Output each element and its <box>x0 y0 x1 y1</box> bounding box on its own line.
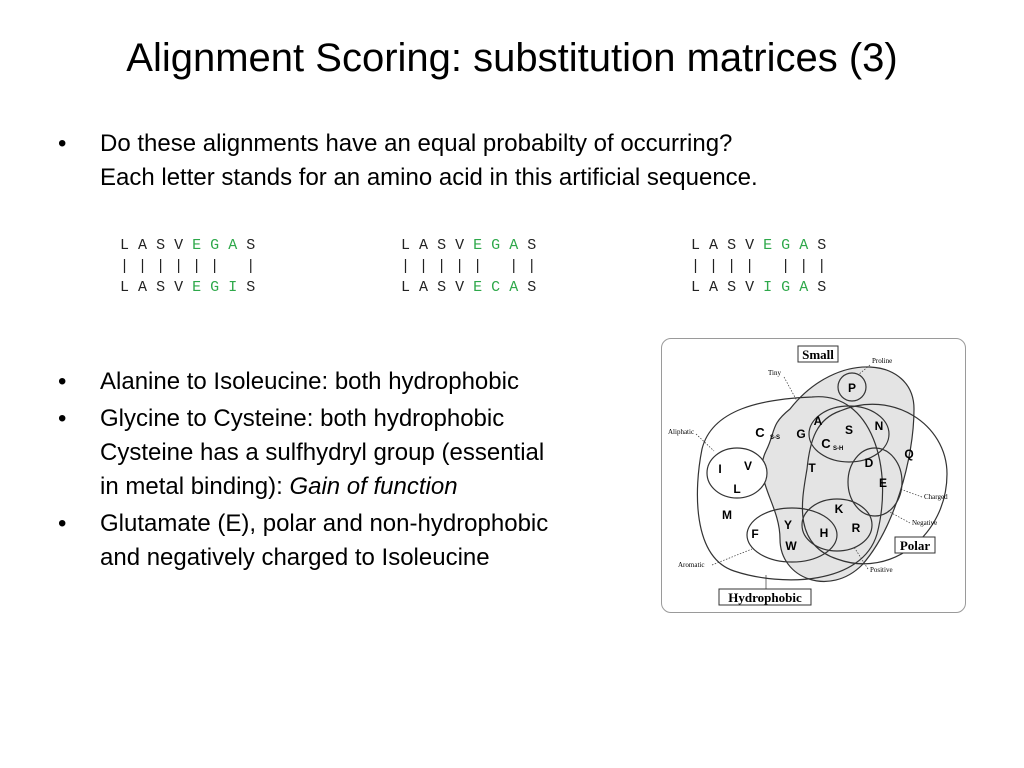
label-negative: Negative <box>912 519 938 527</box>
bullet-marker: • <box>58 368 67 395</box>
alignment-2-top-char: V <box>455 237 465 254</box>
alignment-1-bottom-char: S <box>156 279 166 296</box>
alignment-2-match-char: | <box>401 258 411 275</box>
alignment-3-top-char: V <box>745 237 755 254</box>
alignment-3-match-char: | <box>691 258 701 275</box>
intro-bullet-list <box>58 127 878 201</box>
alignment-2-bottom-char: A <box>419 279 429 296</box>
alignment-2-bottom-row <box>401 277 536 298</box>
alignment-1-bottom-char: G <box>210 279 220 296</box>
point-2-line-3-italic: Gain of function <box>289 473 458 500</box>
alignment-1-top-char: E <box>192 237 202 254</box>
alignment-1-bottom-char: I <box>228 279 238 296</box>
alignment-2-match-char <box>491 258 500 275</box>
aa-I: I <box>718 462 722 476</box>
alignment-3-bottom-char: I <box>763 279 773 296</box>
alignment-3-bottom-char: V <box>745 279 755 296</box>
alignment-2-match-char: | <box>455 258 465 275</box>
alignment-2-match-char: | <box>437 258 447 275</box>
alignment-3-match-char: | <box>727 258 737 275</box>
point-3-line-2: and negatively charged to Isoleucine <box>100 544 490 571</box>
alignment-2-bottom-char: C <box>491 279 501 296</box>
alignment-2-top-char: A <box>419 237 429 254</box>
point-2-line-3 <box>100 470 658 504</box>
alignment-3-top-char: E <box>763 237 773 254</box>
slide-title: Alignment Scoring: substitution matrices (3) <box>126 36 898 80</box>
alignment-1-match-row <box>120 256 255 277</box>
alignment-2-match-char: | <box>509 258 519 275</box>
alignment-1-bottom-char: E <box>192 279 202 296</box>
alignment-2-bottom-char: A <box>509 279 519 296</box>
alignment-3-match-char: | <box>817 258 827 275</box>
aa-Q: Q <box>904 447 914 461</box>
alignment-3-bottom-char: S <box>817 279 827 296</box>
label-proline: Proline <box>872 357 893 365</box>
alignment-1-top-char: G <box>210 237 220 254</box>
bullet-glutamate-isoleucine <box>58 507 658 575</box>
bullet-marker: • <box>58 510 67 537</box>
alignment-3-match-char: | <box>709 258 719 275</box>
label-aliphatic: Aliphatic <box>668 428 695 436</box>
alignment-2-match-char: | <box>419 258 429 275</box>
point-2-line-3-plain: in metal binding): <box>100 473 290 500</box>
alignment-3-match-char: | <box>781 258 791 275</box>
alignment-3-top-row <box>691 235 826 256</box>
alignment-3-top-char: L <box>691 237 701 254</box>
alignment-1-bottom-row <box>120 277 255 298</box>
alignment-1-match-char: | <box>192 258 202 275</box>
alignment-3-top-char: G <box>781 237 791 254</box>
aa-Y: Y <box>783 518 793 532</box>
alignment-2-match-char: | <box>473 258 483 275</box>
alignment-2 <box>401 235 536 298</box>
point-2-line-2: Cysteine has a sulfhydryl group (essential <box>100 439 545 466</box>
aa-L: L <box>733 482 741 496</box>
aa-V: V <box>743 459 753 473</box>
label-aromatic: Aromatic <box>678 561 705 569</box>
alignment-2-match-char: | <box>527 258 537 275</box>
alignment-1-top-row <box>120 235 255 256</box>
aa-C-ss-subscript: S-S <box>770 435 781 441</box>
aa-H: H <box>819 526 829 540</box>
alignment-1-bottom-char: A <box>138 279 148 296</box>
label-charged: Charged <box>924 493 948 501</box>
alignment-3-bottom-char: A <box>799 279 809 296</box>
point-3-line-1: Glutamate (E), polar and non-hydrophobic <box>100 510 549 537</box>
aa-S: S <box>844 423 854 437</box>
amino-acid-venn-diagram <box>661 338 966 613</box>
intro-bullet <box>58 127 878 195</box>
intro-line-2: Each letter stands for an amino acid in this artificial sequence. <box>100 164 758 191</box>
aa-C-sh-subscript: S-H <box>833 446 844 452</box>
aa-W: W <box>785 539 797 553</box>
alignment-3-match-row <box>691 256 826 277</box>
aa-E: E <box>878 476 888 490</box>
alignment-1-bottom-char: L <box>120 279 130 296</box>
alignment-1-bottom-char: S <box>246 279 256 296</box>
alignment-2-top-char: E <box>473 237 483 254</box>
alignment-2-bottom-char: E <box>473 279 483 296</box>
label-polar: Polar <box>899 538 931 553</box>
alignment-2-bottom-char: S <box>437 279 447 296</box>
label-positive: Positive <box>870 566 893 574</box>
alignment-2-bottom-char: L <box>401 279 411 296</box>
alignment-1-top-char: S <box>246 237 256 254</box>
bullet-glycine-cysteine <box>58 402 658 504</box>
bullet-marker: • <box>58 130 67 157</box>
bullet-marker: • <box>58 405 67 432</box>
alignment-1-match-char: | <box>138 258 148 275</box>
alignment-2-top-char: S <box>437 237 447 254</box>
alignment-3-match-char <box>763 258 772 275</box>
alignment-3-bottom-char: S <box>727 279 737 296</box>
label-hydrophobic: Hydrophobic <box>728 590 802 605</box>
alignment-3-match-char: | <box>745 258 755 275</box>
alignment-3-top-char: S <box>817 237 827 254</box>
alignment-1-top-char: S <box>156 237 166 254</box>
alignment-2-top-char: A <box>509 237 519 254</box>
alignment-1-match-char: | <box>156 258 166 275</box>
alignment-1-top-char: A <box>228 237 238 254</box>
alignment-2-top-char: G <box>491 237 501 254</box>
alignment-1-match-char: | <box>246 258 256 275</box>
aa-M: M <box>722 508 732 522</box>
aa-G: G <box>796 427 806 441</box>
alignment-1-match-char <box>228 258 237 275</box>
alignment-2-match-row <box>401 256 536 277</box>
aa-R: R <box>851 521 861 535</box>
alignment-3 <box>691 235 826 298</box>
alignment-3-top-char: S <box>727 237 737 254</box>
aa-D: D <box>864 456 874 470</box>
alignment-2-top-row <box>401 235 536 256</box>
explanation-bullet-list <box>58 365 658 578</box>
alignment-3-top-char: A <box>799 237 809 254</box>
alignment-1-match-char: | <box>210 258 220 275</box>
alignment-1-top-char: A <box>138 237 148 254</box>
label-small: Small <box>802 347 834 362</box>
label-tiny: Tiny <box>768 369 781 377</box>
intro-line-1: Do these alignments have an equal probabilty of occurring? <box>100 130 733 157</box>
alignment-2-bottom-char: S <box>527 279 537 296</box>
bullet-alanine-isoleucine <box>58 365 658 399</box>
aa-A: A <box>813 414 823 428</box>
point-2-line-1: Glycine to Cysteine: both hydrophobic <box>100 405 505 432</box>
aa-N: N <box>874 419 884 433</box>
aa-C-sh: C <box>821 436 831 451</box>
alignment-3-match-char: | <box>799 258 809 275</box>
aa-P: P <box>847 381 857 395</box>
aa-F: F <box>751 527 759 541</box>
alignment-2-bottom-char: V <box>455 279 465 296</box>
venn-svg <box>662 339 965 612</box>
alignment-3-bottom-row <box>691 277 826 298</box>
aa-K: K <box>834 502 844 516</box>
alignment-3-bottom-char: L <box>691 279 701 296</box>
alignment-2-top-char: S <box>527 237 537 254</box>
alignment-2-top-char: L <box>401 237 411 254</box>
aa-T: T <box>808 461 816 475</box>
aa-C-ss: C <box>755 425 765 440</box>
alignment-1-match-char: | <box>120 258 130 275</box>
alignment-3-bottom-char: G <box>781 279 791 296</box>
alignment-1-top-char: V <box>174 237 184 254</box>
alignment-1 <box>120 235 255 298</box>
alignment-3-top-char: A <box>709 237 719 254</box>
alignment-1-match-char: | <box>174 258 184 275</box>
alignment-1-top-char: L <box>120 237 130 254</box>
point-1-text: Alanine to Isoleucine: both hydrophobic <box>100 368 519 395</box>
alignment-1-bottom-char: V <box>174 279 184 296</box>
alignment-3-bottom-char: A <box>709 279 719 296</box>
